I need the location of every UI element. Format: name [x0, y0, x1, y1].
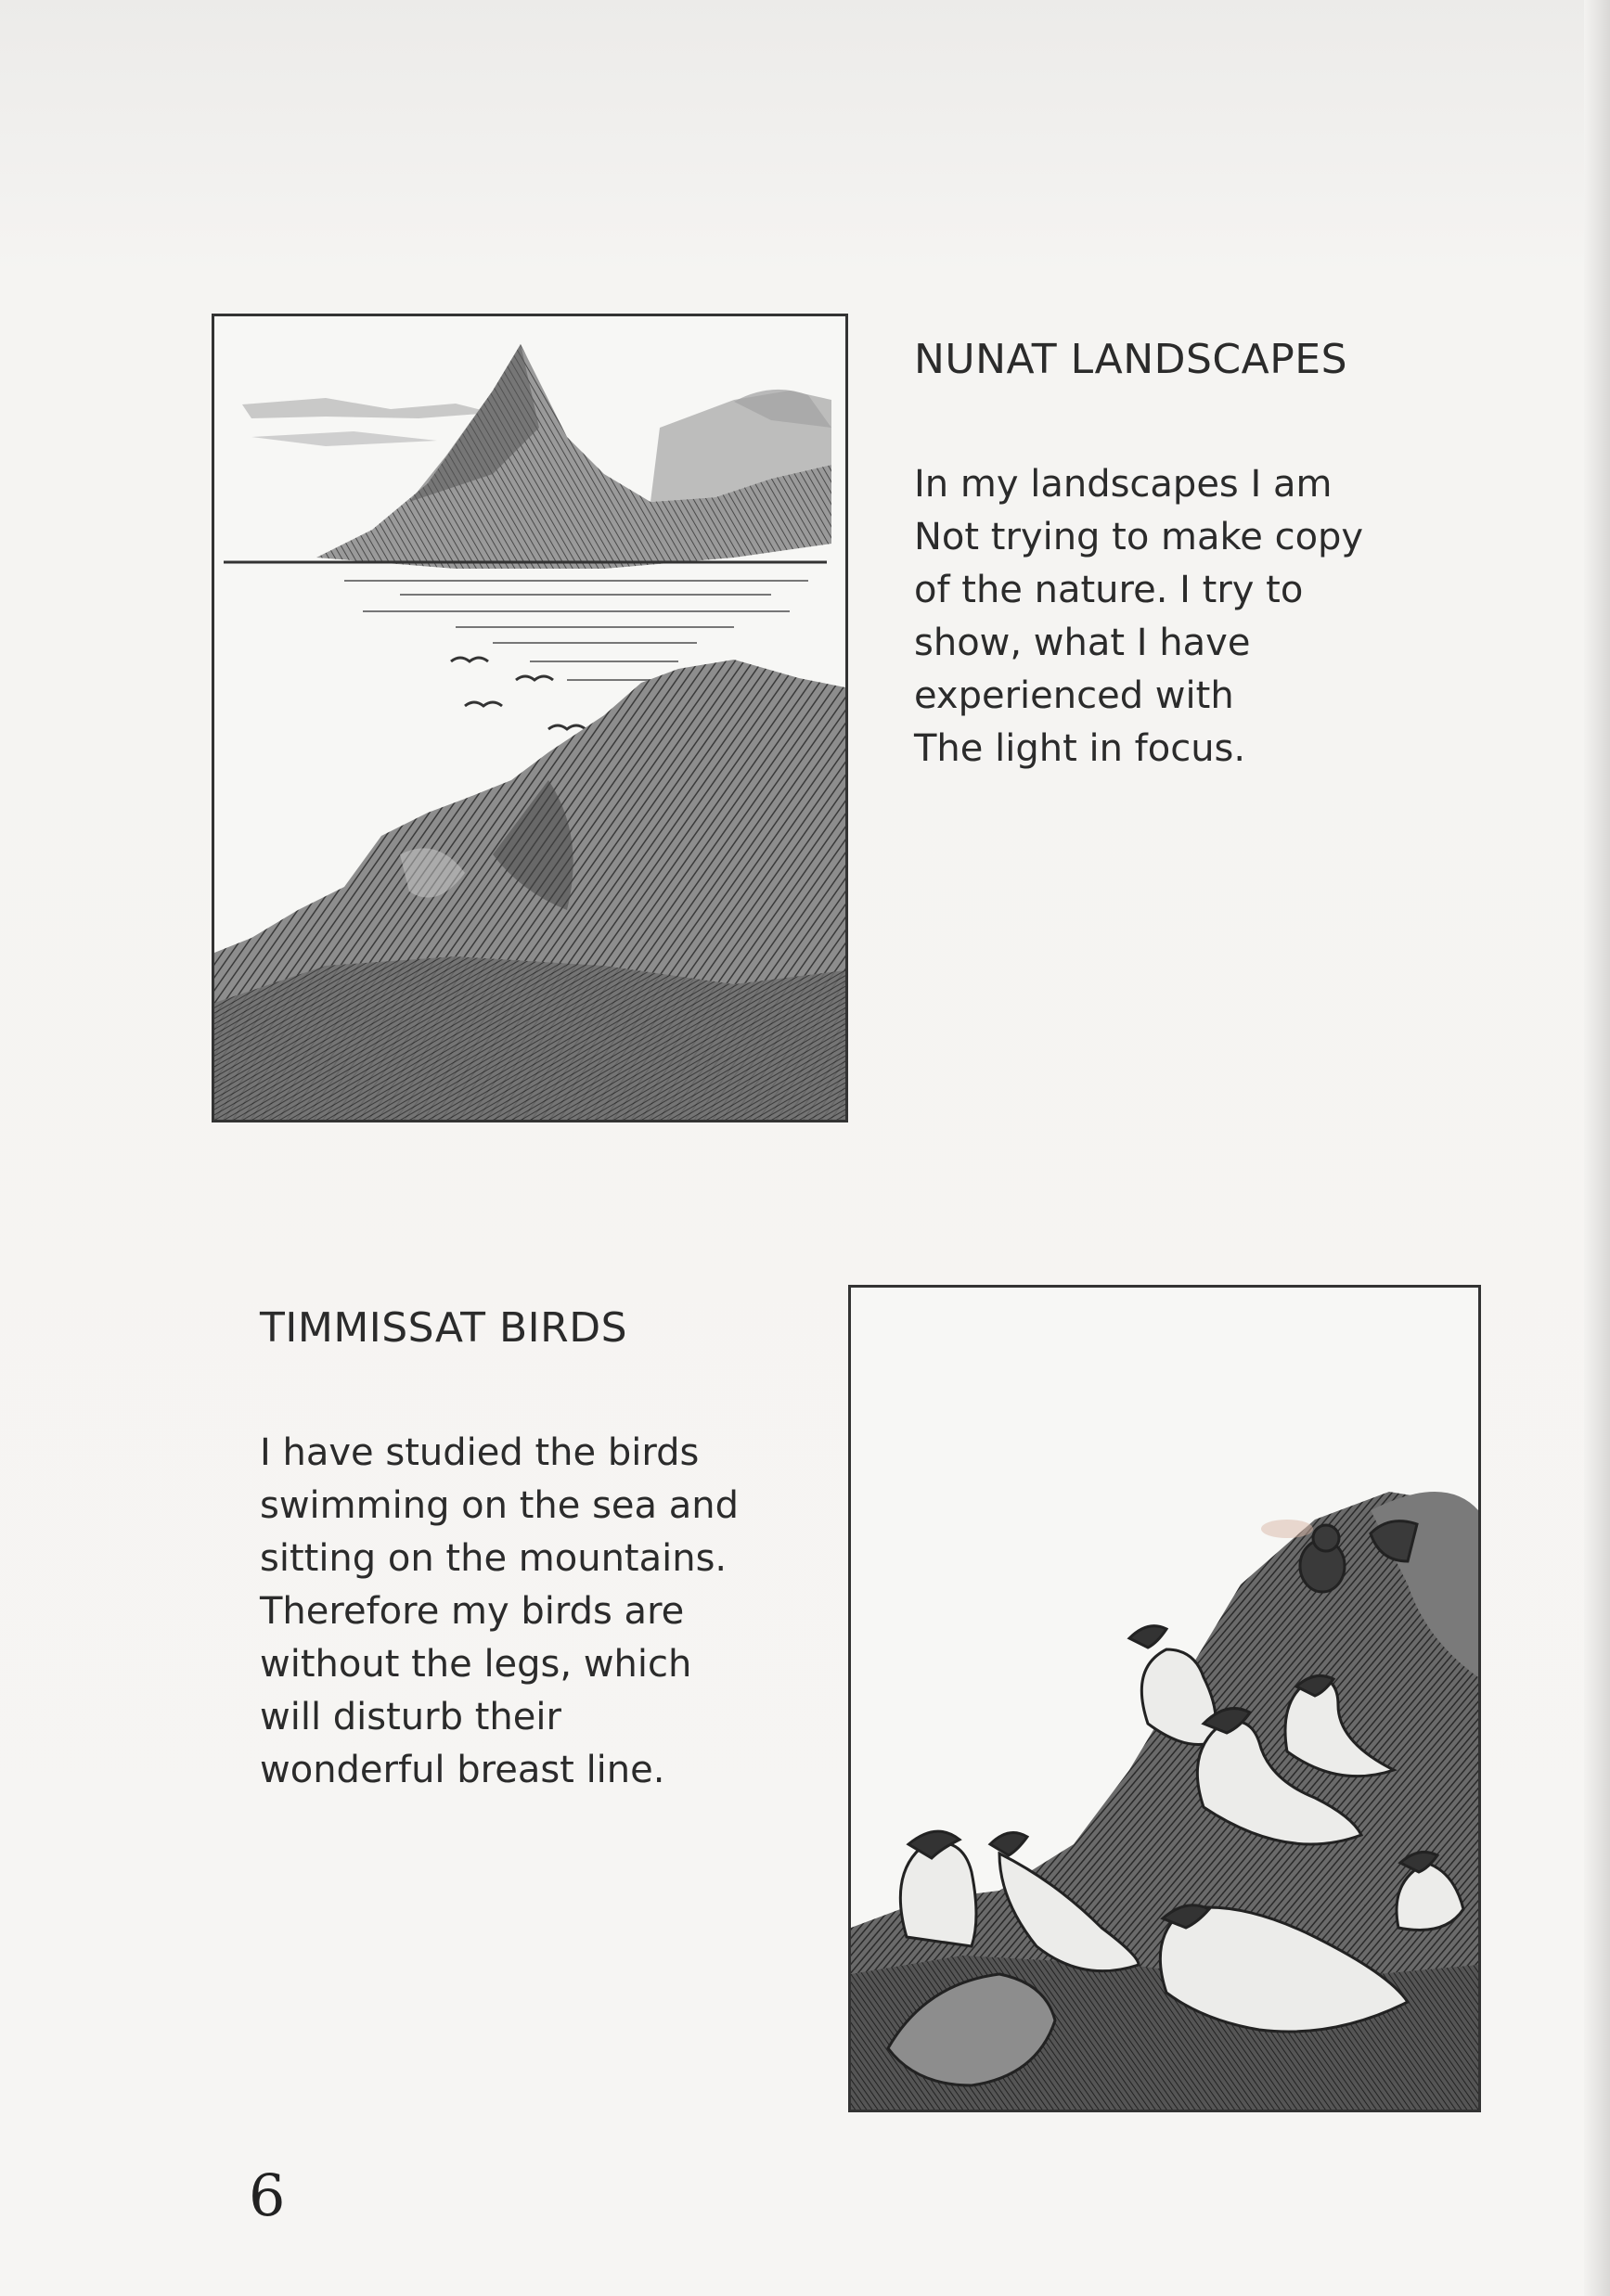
body-line: Therefore my birds are — [260, 1590, 685, 1633]
body-line: of the nature. I try to — [914, 569, 1304, 611]
body-line: swimming on the sea and — [260, 1484, 739, 1527]
section-body-landscapes — [914, 458, 1363, 776]
section-title-birds: TIMMISSAT BIRDS — [260, 1304, 628, 1352]
section-body-birds — [260, 1427, 739, 1797]
body-line: will disturb their — [260, 1696, 561, 1738]
page-edge-shadow — [1584, 0, 1610, 2296]
birds-illustration — [848, 1285, 1481, 2112]
birds-drawing — [851, 1288, 1478, 2110]
body-line: sitting on the mountains. — [260, 1537, 728, 1580]
body-line: wonderful breast line. — [260, 1749, 665, 1791]
body-line: In my landscapes I am — [914, 463, 1333, 506]
body-line: The light in focus. — [914, 727, 1246, 770]
section-title-landscapes: NUNAT LANDSCAPES — [914, 336, 1348, 383]
body-line: show, what I have — [914, 622, 1251, 664]
body-line: experienced with — [914, 674, 1234, 717]
page-number: 6 — [249, 2161, 286, 2229]
landscape-drawing — [214, 316, 845, 1120]
body-line: Not trying to make copy — [914, 516, 1364, 558]
body-line: I have studied the birds — [260, 1431, 700, 1474]
body-line: without the legs, which — [260, 1643, 692, 1686]
landscape-illustration — [212, 314, 848, 1122]
